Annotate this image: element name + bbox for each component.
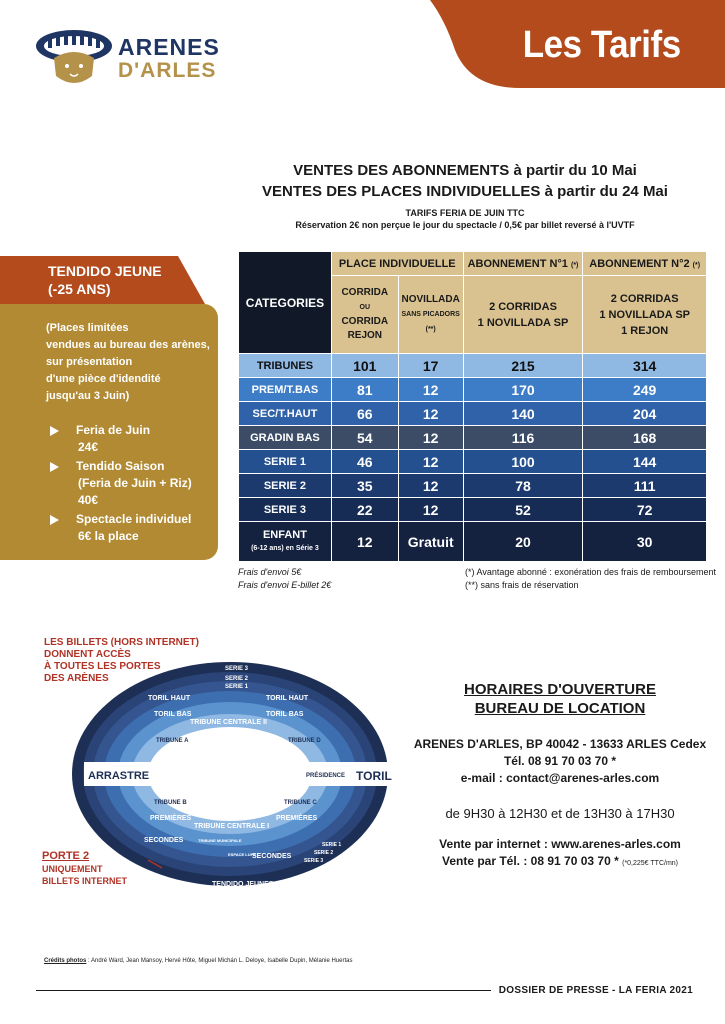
label-tribune-c: TRIBUNE C [284, 800, 317, 806]
tickets-note-line: LES BILLETS (HORS INTERNET) [44, 637, 199, 648]
footnotes [465, 566, 716, 592]
row-novillada: 12 [398, 474, 463, 498]
footer-dossier: DOSSIER DE PRESSE - LA FERIA 2021 [498, 985, 693, 996]
label-serie1-bottom: SERIE 1 [322, 842, 342, 848]
row-abo1: 78 [463, 474, 583, 498]
table-row [239, 402, 707, 426]
row-novillada: Gratuit [398, 522, 463, 562]
header-novillada-line: (**) [425, 325, 436, 333]
logo-wordmark [118, 35, 220, 83]
tarifs-table [238, 251, 707, 562]
enfant-label: ENFANT [262, 528, 307, 541]
header-abo2-desc [583, 276, 707, 354]
price-rows [239, 354, 707, 562]
row-category: SERIE 2 [239, 474, 332, 498]
label-espace-lupa: ESPACE LUPA [228, 852, 256, 857]
header-abonnement-2 [583, 252, 707, 276]
tendido-item-price: 24€ [78, 440, 99, 454]
row-abo1: 20 [463, 522, 583, 562]
footer-divider [36, 990, 491, 991]
row-abo2: 168 [583, 426, 707, 450]
telephone: Tél. 08 91 70 03 70 * [503, 754, 617, 768]
tendido-intro-line: (Places limitées [46, 322, 129, 334]
label-tribune-d: TRIBUNE D [288, 738, 321, 744]
row-novillada: 12 [398, 378, 463, 402]
hours-title-line1: HORAIRES D'OUVERTURE [464, 681, 656, 698]
tendido-header [0, 256, 205, 304]
tendido-title-line1: TENDIDO JEUNE [48, 263, 162, 279]
footnote: (**) sans frais de réservation [465, 580, 579, 590]
table-row [239, 498, 707, 522]
row-corrida: 101 [331, 354, 398, 378]
label-toril-haut-left: TORIL HAUT [148, 695, 191, 702]
tarifs-title: TARIFS FERIA DE JUIN TTC [405, 208, 525, 218]
header-abo2-mark: (*) [692, 261, 701, 269]
office-address [410, 736, 710, 787]
shipping-note: Frais d'envoi 5€ [238, 567, 302, 577]
tendido-item-saison [50, 458, 192, 509]
row-corrida: 12 [331, 522, 398, 562]
label-serie2-bottom: SERIE 2 [314, 850, 334, 856]
label-tribune-centrale-1: TRIBUNE CENTRALE I [194, 823, 270, 830]
table-row [239, 378, 707, 402]
sales-line-places: VENTES DES PLACES INDIVIDUELLES à partir du 24 Mai [262, 183, 668, 200]
header-novillada [398, 276, 463, 354]
row-novillada: 12 [398, 450, 463, 474]
label-serie2-top: SERIE 2 [225, 676, 249, 682]
row-corrida: 81 [331, 378, 398, 402]
row-abo2: 204 [583, 402, 707, 426]
row-category: PREM/T.BAS [239, 378, 332, 402]
tendido-intro-line: sur présentation [46, 356, 133, 368]
header-abo1-mark: (*) [571, 261, 579, 269]
table-header-row [239, 252, 707, 276]
label-premieres-right: PREMIÈRES [276, 815, 318, 822]
label-arrastre: ARRASTRE [88, 770, 150, 782]
label-toril: TORIL [356, 769, 392, 783]
office-hours-title [410, 680, 710, 718]
row-novillada: 12 [398, 402, 463, 426]
tendido-intro-line: jusqu'au 3 Juin) [46, 390, 130, 402]
row-corrida: 35 [331, 474, 398, 498]
label-premieres-left: PREMIÈRES [150, 815, 192, 822]
tendido-price-list [50, 422, 192, 547]
tendido-item-detail: (Feria de Juin + Riz) [78, 476, 192, 490]
porte2-title: PORTE 2 [42, 850, 90, 862]
row-category [239, 522, 332, 562]
table-row [239, 474, 707, 498]
row-abo1: 100 [463, 450, 583, 474]
arena-seating-map [30, 628, 410, 908]
bullet-triangle-icon [50, 462, 59, 472]
photo-credits [44, 958, 352, 964]
header-abo2-desc-line: 1 NOVILLADA SP [599, 308, 690, 321]
row-abo2: 111 [583, 474, 707, 498]
row-corrida: 22 [331, 498, 398, 522]
label-tribune-b: TRIBUNE B [154, 800, 187, 806]
shipping-note: Frais d'envoi E-billet 2€ [238, 580, 332, 590]
row-category: TRIBUNES [239, 354, 332, 378]
address: ARENES D'ARLES, BP 40042 - 13633 ARLES Cedex [413, 737, 707, 751]
hours-title-line2: BUREAU DE LOCATION [474, 700, 646, 717]
row-category: SERIE 3 [239, 498, 332, 522]
row-abo2: 314 [583, 354, 707, 378]
label-toril-bas-right: TORIL BAS [266, 711, 304, 718]
label-tribune-municipale: TRIBUNE MUNICIPALE [198, 838, 242, 843]
credits-label: Crédits photos [44, 958, 87, 964]
row-category: GRADIN BAS [239, 426, 332, 450]
header-abo1-desc [463, 276, 583, 354]
label-secondes-left: SECONDES [144, 837, 184, 844]
page-title: Les Tarifs [523, 24, 681, 66]
row-abo1: 52 [463, 498, 583, 522]
label-toril-bas-left: TORIL BAS [154, 711, 192, 718]
row-abo2: 30 [583, 522, 707, 562]
row-abo2: 144 [583, 450, 707, 474]
label-tribune-a: TRIBUNE A [156, 738, 189, 744]
sales-line-abonnements: VENTES DES ABONNEMENTS à partir du 10 Mai [293, 162, 637, 179]
tickets-note-line: DONNENT ACCÈS [44, 649, 131, 660]
row-category: SEC/T.HAUT [239, 402, 332, 426]
row-abo1: 140 [463, 402, 583, 426]
header-abo1-label: ABONNEMENT N°1 [467, 257, 568, 270]
arena-lion-logo-icon [30, 24, 116, 94]
row-abo1: 116 [463, 426, 583, 450]
porte2-sub: UNIQUEMENT [42, 864, 103, 874]
tendido-item-label: Spectacle individuel [76, 512, 192, 526]
table-row-enfant [239, 522, 707, 562]
tendido-intro [46, 320, 210, 405]
label-secondes-right: SECONDES [252, 853, 292, 860]
header-abo2-desc-line: 1 REJON [621, 324, 669, 337]
label-serie3-top: SERIE 3 [225, 666, 249, 672]
row-corrida: 66 [331, 402, 398, 426]
row-abo1: 170 [463, 378, 583, 402]
row-category: SERIE 1 [239, 450, 332, 474]
row-novillada: 12 [398, 426, 463, 450]
header-abo1-desc-line: 1 NOVILLADA SP [477, 316, 569, 329]
header-place-individuelle: PLACE INDIVIDUELLE [331, 252, 463, 276]
phone-rate-note: (*0,225€ TTC/mn) [622, 860, 678, 867]
header-abo1-desc-line: 2 CORRIDAS [489, 300, 557, 313]
tendido-item-price: 40€ [78, 493, 99, 507]
footnote: (*) Avantage abonné : exonération des frais de remboursement [465, 567, 716, 577]
row-abo2: 249 [583, 378, 707, 402]
reservation-note: Réservation 2€ non perçue le jour du spectacle / 0,5€ par billet reversé à l'UVTF [295, 220, 635, 230]
tickets-note-line: DES ARÈNES [44, 673, 109, 684]
header-corrida-line: OU [359, 304, 371, 311]
tendido-intro-line: d'une pièce d'idendité [46, 373, 161, 385]
header-abo2-desc-line: 2 CORRIDAS [610, 292, 679, 305]
label-tendido-jeunes: TENDIDO JEUNES [212, 881, 274, 888]
arenes-logo [30, 24, 220, 94]
tickets-access-note [44, 637, 199, 685]
header-corrida [331, 276, 398, 354]
row-abo2: 72 [583, 498, 707, 522]
tickets-note-line: À TOUTES LES PORTES [44, 661, 161, 672]
row-novillada: 12 [398, 498, 463, 522]
enfant-note: (6-12 ans) en Série 3 [251, 544, 319, 552]
sales-channels [410, 836, 710, 872]
porte2-sub: BILLETS INTERNET [42, 876, 127, 886]
email: e-mail : contact@arenes-arles.com [460, 771, 660, 785]
header-corrida-line: CORRIDA [341, 287, 389, 298]
header-novillada-line: NOVILLADA [401, 293, 460, 305]
internet-sale: Vente par internet : www.arenes-arles.com [439, 837, 681, 851]
label-tribune-centrale-2: TRIBUNE CENTRALE II [190, 719, 267, 726]
sales-heading [220, 160, 710, 202]
header-corrida-line: REJON [347, 330, 383, 341]
tendido-item-label: Tendido Saison [76, 459, 165, 473]
opening-hours: de 9H30 à 12H30 et de 13H30 à 17H30 [445, 806, 675, 821]
tarifs-subheading [220, 207, 710, 231]
header-categories: CATEGORIES [239, 252, 332, 354]
label-presidence: PRÉSIDENCE [306, 773, 346, 779]
bullet-triangle-icon [50, 426, 59, 436]
tendido-title-line2: (-25 ANS) [48, 281, 111, 297]
row-abo1: 215 [463, 354, 583, 378]
logo-line1: ARENES [118, 34, 220, 60]
tendido-item-feria [50, 422, 192, 456]
tendido-item-spectacle [50, 511, 192, 545]
header-corrida-line: CORRIDA [341, 316, 389, 327]
table-row [239, 426, 707, 450]
tendido-item-label: Feria de Juin [76, 423, 151, 437]
phone-sale [410, 853, 710, 872]
header-abo2-label: ABONNEMENT N°2 [589, 257, 690, 270]
phone-sale-text: Vente par Tél. : 08 91 70 03 70 * [441, 854, 619, 868]
tendido-item-price: 6€ la place [78, 529, 139, 543]
row-novillada: 17 [398, 354, 463, 378]
logo-line2: D'ARLES [118, 59, 217, 82]
table-row [239, 450, 707, 474]
row-corrida: 54 [331, 426, 398, 450]
tendido-intro-line: vendues au bureau des arènes, [46, 339, 210, 351]
credits-names: : André Ward, Jean Mansoy, Hervé Hôte, Miguel Michán L. Deloye, Isabelle Dupin, Mélanie Huertas [86, 958, 353, 964]
label-toril-haut-right: TORIL HAUT [266, 695, 309, 702]
header-abonnement-1 [463, 252, 583, 276]
shipping-notes [238, 566, 331, 592]
tendido-panel [0, 304, 218, 560]
porte2-label [42, 850, 127, 887]
table-row [239, 354, 707, 378]
row-corrida: 46 [331, 450, 398, 474]
header-novillada-line: SANS PICADORS [401, 310, 460, 318]
tendido-title [48, 262, 162, 298]
label-serie3-bottom: SERIE 3 [304, 858, 324, 864]
label-serie1-top: SERIE 1 [225, 684, 249, 690]
bullet-triangle-icon [50, 515, 59, 525]
